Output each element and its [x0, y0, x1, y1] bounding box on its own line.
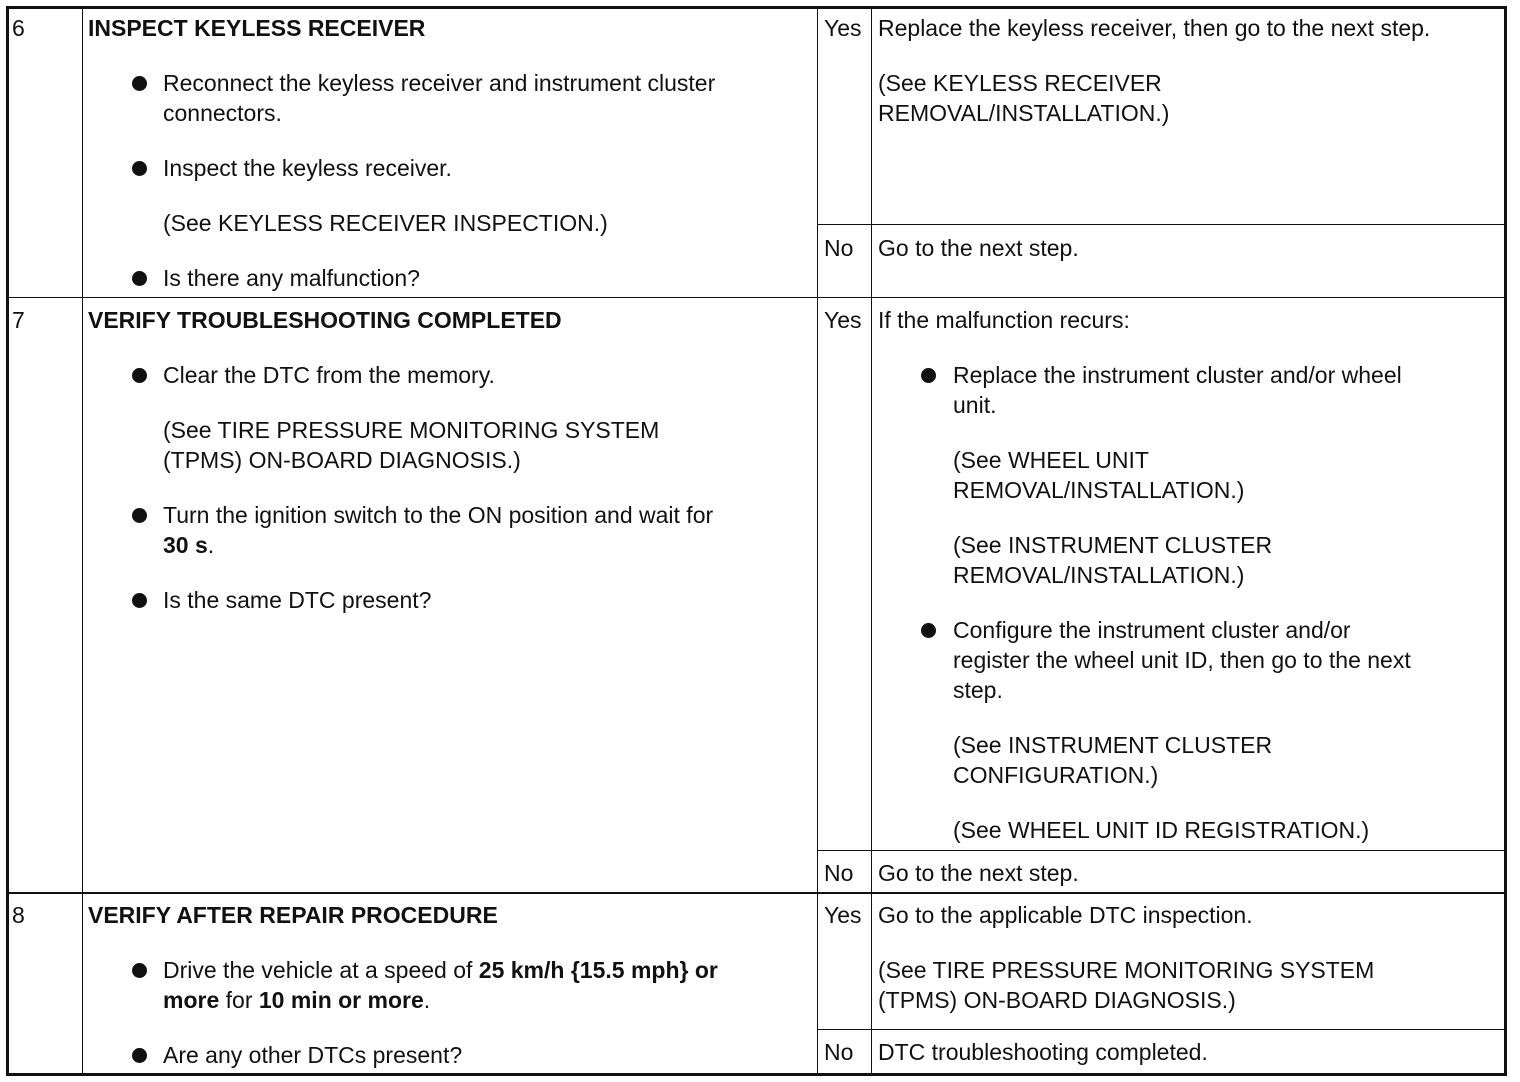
- reference-text: (See TIRE PRESSURE MONITORING SYSTEM: [878, 957, 1375, 983]
- period: .: [423, 987, 431, 1013]
- speed-qualifier: more: [163, 987, 220, 1013]
- step-number: 8: [12, 902, 25, 928]
- col-divider-1: [82, 6, 83, 1076]
- reference-text: (See KEYLESS RECEIVER INSPECTION.): [163, 210, 608, 236]
- instruction-text: [163, 955, 718, 985]
- step8-yes-no-divider: [817, 1029, 1507, 1030]
- reference-text: (TPMS) ON-BOARD DIAGNOSIS.): [878, 987, 1236, 1013]
- step-number: 6: [12, 15, 25, 41]
- instruction-segment: for: [219, 987, 259, 1013]
- instruction-text: [163, 530, 214, 560]
- step-number: 7: [12, 307, 25, 333]
- action-text: register the wheel unit ID, then go to the next: [953, 647, 1411, 673]
- reference-text: (See WHEEL UNIT: [953, 447, 1149, 473]
- yes-label: Yes: [824, 307, 862, 333]
- reference-text: (See WHEEL UNIT ID REGISTRATION.): [953, 817, 1370, 843]
- bullet-icon: [132, 593, 147, 608]
- bullet-icon: [132, 161, 147, 176]
- reference-text: REMOVAL/INSTALLATION.): [953, 477, 1245, 503]
- speed-value: 25 km/h {15.5 mph} or: [478, 957, 718, 983]
- bullet-icon: [132, 271, 147, 286]
- reference-text: (See KEYLESS RECEIVER: [878, 70, 1162, 96]
- bullet-icon: [132, 508, 147, 523]
- duration-value: 10 min or more: [258, 987, 424, 1013]
- reference-text: REMOVAL/INSTALLATION.): [878, 100, 1170, 126]
- yes-action-text: Go to the applicable DTC inspection.: [878, 902, 1253, 928]
- question-text: Is there any malfunction?: [163, 265, 420, 291]
- yes-label: Yes: [824, 15, 862, 41]
- bullet-icon: [132, 76, 147, 91]
- reference-text: REMOVAL/INSTALLATION.): [953, 562, 1245, 588]
- col-divider-2: [817, 6, 818, 1076]
- instruction-text: Inspect the keyless receiver.: [163, 155, 452, 181]
- instruction-text: Clear the DTC from the memory.: [163, 362, 495, 388]
- bullet-icon: [921, 623, 936, 638]
- action-text: Configure the instrument cluster and/or: [953, 617, 1351, 643]
- step-title: INSPECT KEYLESS RECEIVER: [88, 15, 426, 41]
- yes-action-text: If the malfunction recurs:: [878, 307, 1130, 333]
- no-label: No: [824, 860, 854, 886]
- instruction-text: connectors.: [163, 100, 282, 126]
- step-title: VERIFY AFTER REPAIR PROCEDURE: [88, 902, 498, 928]
- instruction-text: Turn the ignition switch to the ON position and wait for: [163, 502, 714, 528]
- table-border-top: [6, 6, 1507, 9]
- row-divider-7-8: [6, 892, 1507, 894]
- reference-text: CONFIGURATION.): [953, 762, 1159, 788]
- instruction-text: [163, 985, 430, 1015]
- bullet-icon: [132, 1048, 147, 1063]
- table-border-right: [1504, 6, 1507, 1076]
- no-label: No: [824, 1039, 854, 1065]
- bullet-icon: [132, 963, 147, 978]
- step7-yes-no-divider: [817, 850, 1507, 851]
- question-text: Is the same DTC present?: [163, 587, 432, 613]
- reference-text: (See INSTRUMENT CLUSTER: [953, 532, 1273, 558]
- action-text: Replace the instrument cluster and/or wheel: [953, 362, 1402, 388]
- yes-label: Yes: [824, 902, 862, 928]
- action-text: step.: [953, 677, 1003, 703]
- bullet-icon: [132, 368, 147, 383]
- step-title: VERIFY TROUBLESHOOTING COMPLETED: [88, 307, 562, 333]
- step6-yes-no-divider: [817, 224, 1507, 225]
- period: .: [207, 532, 215, 558]
- yes-action-text: Replace the keyless receiver, then go to the next step.: [878, 15, 1431, 41]
- no-action-text: DTC troubleshooting completed.: [878, 1039, 1208, 1065]
- question-text: Are any other DTCs present?: [163, 1042, 463, 1068]
- instruction-segment: Drive the vehicle at a speed of: [163, 957, 479, 983]
- no-action-text: Go to the next step.: [878, 860, 1079, 886]
- duration-value: 30 s: [163, 532, 208, 558]
- action-text: unit.: [953, 392, 997, 418]
- instruction-text: Reconnect the keyless receiver and instrument cluster: [163, 70, 716, 96]
- table-border-bottom: [6, 1073, 1507, 1076]
- reference-text: (TPMS) ON-BOARD DIAGNOSIS.): [163, 447, 521, 473]
- col-divider-3: [871, 6, 872, 1076]
- row-divider-6-7: [6, 297, 1507, 298]
- bullet-icon: [921, 368, 936, 383]
- table-border-left: [6, 6, 9, 1076]
- no-action-text: Go to the next step.: [878, 235, 1079, 261]
- reference-text: (See INSTRUMENT CLUSTER: [953, 732, 1273, 758]
- no-label: No: [824, 235, 854, 261]
- reference-text: (See TIRE PRESSURE MONITORING SYSTEM: [163, 417, 660, 443]
